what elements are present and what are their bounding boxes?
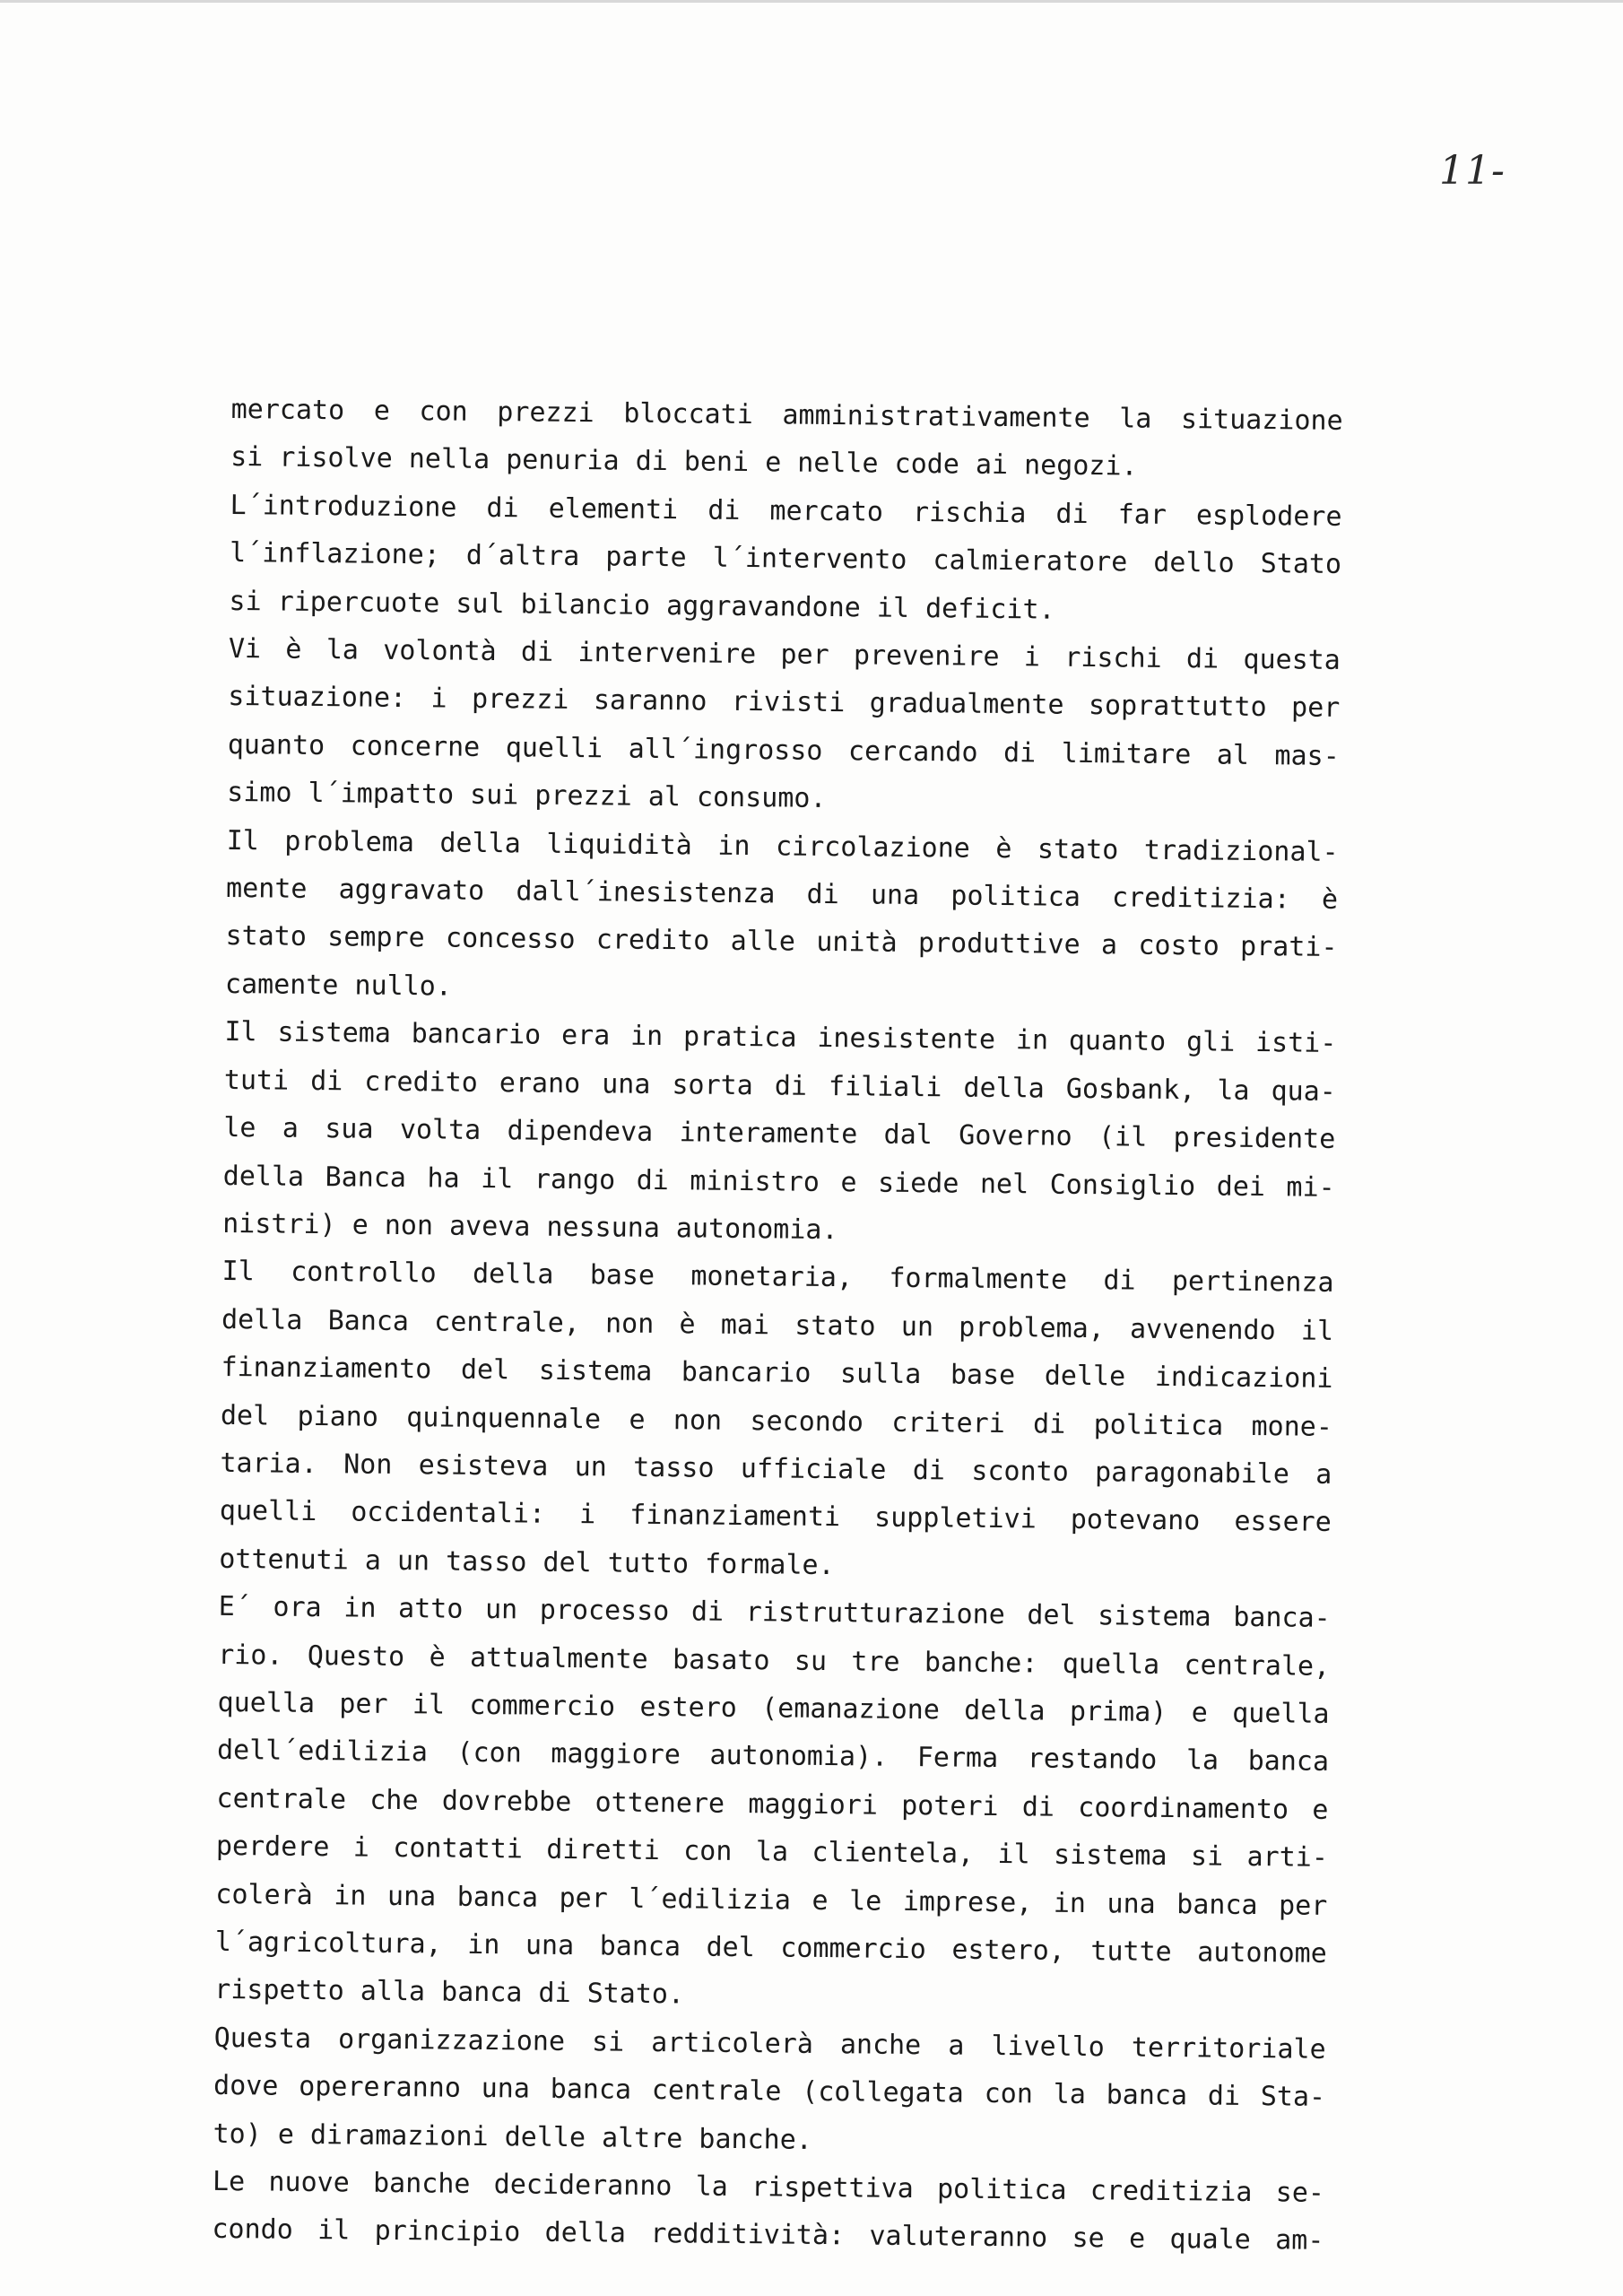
text-line: perdere i contatti diretti con la clientela, il sistema si arti- — [215, 1831, 1329, 1874]
text-line: Questa organizzazione si articolerà anche a livello territoriale — [213, 2022, 1326, 2066]
text-line: della Banca ha il rango di ministro e siede nel Consiglio dei mi- — [222, 1160, 1335, 1204]
text-line: dell´edilizia (con maggiore autonomia). Ferma restando la banca — [216, 1735, 1330, 1779]
text-line: rispetto alla banca di Stato. — [214, 1974, 685, 2011]
text-line: taria. Non esisteva un tasso ufficiale di sconto paragonabile a — [220, 1447, 1332, 1491]
text-line: le a sua volta dipendeva interamente dal Governo (il presidente — [223, 1112, 1336, 1156]
text-line: condo il principio della redditività: valuteranno se e quale am- — [212, 2213, 1324, 2257]
text-line: nistri) e non aveva nessuna autonomia. — [222, 1207, 838, 1247]
text-line: colerà in una banca per l´edilizia e le imprese, in una banca per — [215, 1878, 1328, 1922]
text-line: E´ ora in atto un processo di ristrutturazione del sistema banca- — [218, 1591, 1331, 1635]
body-text — [212, 386, 1343, 2266]
text-line: simo l´impatto sui prezzi al consumo. — [227, 777, 827, 815]
text-line: to) e diramazioni delle altre banche. — [213, 2118, 813, 2156]
text-line: camente nullo. — [224, 968, 453, 1003]
text-line: della Banca centrale, non è mai stato un problema, avvenendo il — [221, 1303, 1334, 1347]
text-line: si risolve nella penuria di beni e nelle code ai negozi. — [230, 441, 1138, 483]
text-line: rio. Questo è attualmente basato su tre banche: quella centrale, — [217, 1639, 1331, 1683]
text-line: ottenuti a un tasso del tutto formale. — [219, 1543, 835, 1581]
text-line: Il controllo della base monetaria, formalmente di pertinenza — [221, 1256, 1334, 1300]
text-line: si ripercuote sul bilancio aggravandone il deficit. — [229, 585, 1055, 626]
text-line: finanziamento del sistema bancario sulla base delle indicazioni — [221, 1352, 1333, 1396]
text-line: Il sistema bancario era in pratica inesistente in quanto gli isti- — [224, 1016, 1337, 1060]
text-line: Vi è la volontà di intervenire per prevenire i rischi di questa — [228, 633, 1341, 676]
text-line: L´introduzione di elementi di mercato rischia di far esplodere — [230, 489, 1342, 533]
text-line: Il problema della liquidità in circolazione è stato tradizional- — [226, 824, 1339, 868]
text-line: centrale che dovrebbe ottenere maggiori poteri di coordinamento e — [216, 1782, 1329, 1826]
text-line: stato sempre concesso credito alle unità produttive a costo prati- — [225, 920, 1338, 964]
text-line: Le nuove banche decideranno la rispettiva politica creditizia se- — [212, 2165, 1325, 2209]
text-line: quanto concerne quelli all´ingrosso cercando di limitare al mas- — [227, 728, 1340, 772]
page-number: 11- — [1439, 148, 1506, 194]
text-line: tuti di credito erano una sorta di filiali della Gosbank, la qua- — [223, 1064, 1337, 1108]
text-line: quella per il commercio estero (emanazione della prima) e quella — [217, 1686, 1330, 1730]
text-line: del piano quinquennale e non secondo criteri di politica mone- — [220, 1399, 1333, 1443]
text-line: mente aggravato dall´inesistenza di una politica creditizia: è — [225, 873, 1339, 917]
scan-top-edge — [0, 0, 1623, 3]
text-line: situazione: i prezzi saranno rivisti gradualmente soprattutto per — [228, 681, 1341, 725]
text-line: l´agricoltura, in una banca del commercio estero, tutte autonome — [214, 1926, 1327, 1970]
text-line: dove opereranno una banca centrale (collegata con la banca di Sta- — [213, 2070, 1326, 2114]
text-line: l´inflazione; d´altra parte l´intervento calmieratore dello Stato — [229, 537, 1342, 581]
text-line: quelli occidentali: i finanziamenti suppletivi potevano essere — [219, 1495, 1332, 1539]
text-line: mercato e con prezzi bloccati amministrativamente la situazione — [230, 393, 1343, 437]
